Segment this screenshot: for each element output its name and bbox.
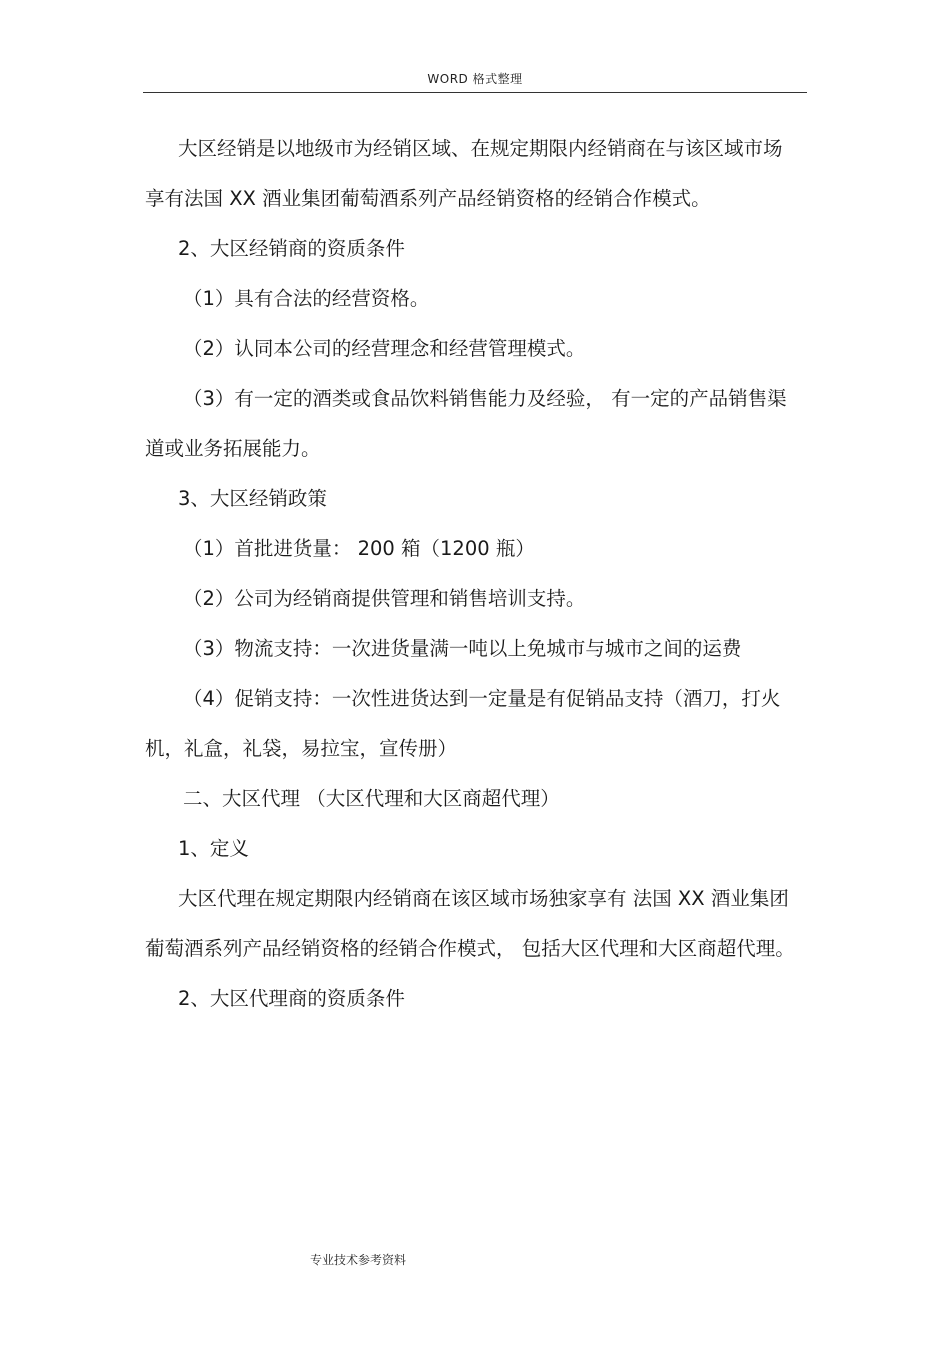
document-body: [145, 124, 801, 1024]
heading-regional-agent: 二、大区代理 （大区代理和大区商超代理）: [183, 787, 560, 810]
paragraph-intro: 大区经销是以地级市为经销区域、在规定期限内经销商在与该区域市场享有法国 XX 酒业集团葡萄酒系列产品经销资格的经销合作模式。: [145, 137, 783, 210]
list-item: （3）物流支持：一次进货量满一吨以上免城市与城市之间的运费: [183, 637, 742, 660]
heading-dealer-qualifications: 2、大区经销商的资质条件: [178, 237, 405, 260]
paragraph-agent-definition: 大区代理在规定期限内经销商在该区域市场独家享有 法国 XX 酒业集团 葡萄酒系列产品经销资格的经销合作模式， 包括大区代理和大区商超代理。: [145, 887, 795, 960]
list-item: （1）具有合法的经营资格。: [183, 287, 430, 310]
heading-definition: 1、定义: [178, 837, 249, 860]
list-item: （1）首批进货量： 200 箱（1200 瓶）: [183, 537, 535, 560]
heading-agent-qualifications: 2、大区代理商的资质条件: [178, 987, 405, 1010]
list-item: （2）认同本公司的经营理念和经营管理模式。: [183, 337, 586, 360]
list-item: （2）公司为经销商提供管理和销售培训支持。: [183, 587, 586, 610]
page-header: WORD 格式整理: [427, 72, 523, 86]
heading-dealer-policy: 3、大区经销政策: [178, 487, 327, 510]
header-divider: [143, 92, 807, 93]
list-item: （4）促销支持：一次性进货达到一定量是有促销品支持（酒刀，打火机，礼盒，礼袋，易拉宝，宣传册）: [145, 687, 781, 760]
list-item: （3）有一定的酒类或食品饮料销售能力及经验， 有一定的产品销售渠道或业务拓展能力。: [145, 387, 787, 460]
page-footer: 专业技术参考资料: [310, 1253, 407, 1267]
